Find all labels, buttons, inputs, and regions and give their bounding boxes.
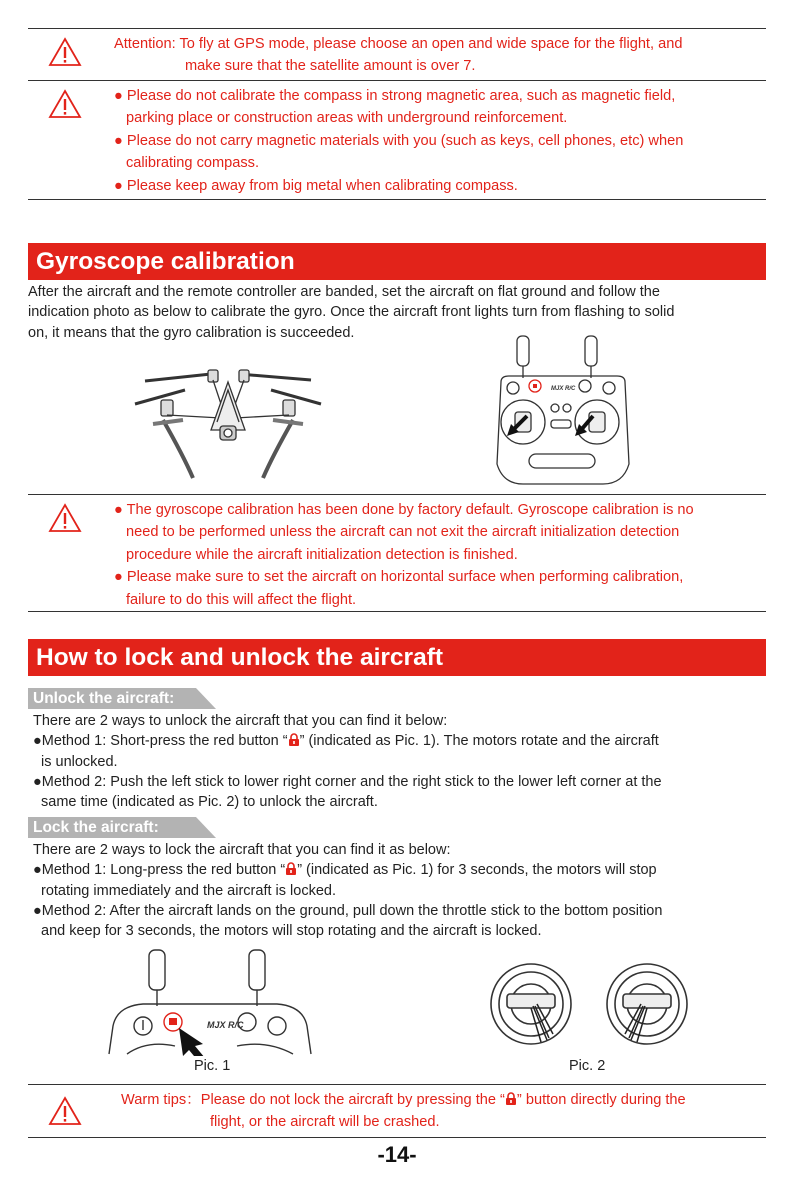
- unlock-method-2-line: same time (indicated as Pic. 2) to unlock the aircraft.: [41, 794, 378, 811]
- divider: [28, 199, 766, 200]
- lock-subheading-label: Lock the aircraft:: [33, 819, 159, 836]
- divider: [28, 1084, 766, 1085]
- controller-calibration-illustration: [493, 334, 633, 486]
- lock-icon: [505, 1092, 517, 1105]
- lock-subheading: [28, 817, 218, 838]
- compass-warning-line: ● Please do not carry magnetic materials with you (such as keys, cell phones, etc) when: [114, 132, 684, 149]
- compass-warning-line: calibrating compass.: [126, 155, 260, 172]
- controller-button-illustration: [107, 946, 313, 1056]
- brand-logo: MJX R/C: [207, 1020, 244, 1030]
- unlock-method-1-line: is unlocked.: [41, 753, 118, 770]
- unlock-text: [33, 711, 662, 812]
- lock-text: [33, 840, 662, 941]
- pic2-caption: Pic. 2: [569, 1058, 606, 1074]
- unlock-method-1: [33, 731, 662, 751]
- lock-method-2-line: and keep for 3 seconds, the motors will stop rotating and the aircraft is locked.: [41, 923, 542, 940]
- lock-section-title: How to lock and unlock the aircraft: [28, 639, 766, 676]
- gyro-paragraph-line: indication photo as below to calibrate the gyro. Once the aircraft front lights turn from flashing to solid: [28, 304, 675, 321]
- warning-triangle-icon: [48, 37, 82, 67]
- divider: [28, 80, 766, 81]
- warning-triangle-icon: [48, 89, 82, 119]
- divider: [28, 1137, 766, 1138]
- pic1-caption: Pic. 1: [194, 1058, 231, 1074]
- compass-warning-text: [114, 85, 683, 197]
- unlock-intro: There are 2 ways to unlock the aircraft that you can find it below:: [33, 713, 448, 729]
- gyro-paragraph-line: After the aircraft and the remote controller are banded, set the aircraft on flat ground and follow the: [28, 284, 660, 300]
- lock-method-1-line: rotating immediately and the aircraft is locked.: [41, 882, 336, 899]
- unlock-subheading: [28, 688, 218, 709]
- gyro-warning-line: failure to do this will affect the flight.: [126, 591, 357, 608]
- lock-icon: [285, 862, 297, 875]
- sticks-illustration: [487, 962, 707, 1052]
- divider: [28, 494, 766, 495]
- lock-intro: There are 2 ways to lock the aircraft that you can find it as below:: [33, 842, 451, 858]
- warm-tips-text: [121, 1089, 686, 1134]
- warning-triangle-icon: [48, 1096, 82, 1126]
- gyro-warning-line: need to be performed unless the aircraft can not exit the aircraft initialization detection: [126, 524, 680, 541]
- lock-method-1: [33, 860, 662, 880]
- unlock-method-2: ●Method 2: Push the left stick to lower right corner and the right stick to the lower left corner at the: [33, 773, 662, 790]
- warm-tips-line: [121, 1089, 686, 1111]
- divider: [28, 611, 766, 612]
- compass-warning-line: ● Please do not calibrate the compass in strong magnetic area, such as magnetic field,: [114, 88, 676, 104]
- gyro-warning-text: [114, 499, 694, 611]
- compass-warning-line: ● Please keep away from big metal when calibrating compass.: [114, 177, 518, 194]
- lock-method-1-text: ” (indicated as Pic. 1) for 3 seconds, the motors will stop: [297, 862, 657, 879]
- unlock-subheading-label: Unlock the aircraft:: [33, 690, 175, 707]
- unlock-method-1-text: ●Method 1: Short-press the red button “: [33, 733, 288, 750]
- warm-tips-segment: ” button directly during the: [516, 1092, 686, 1108]
- warm-tips-line: flight, or the aircraft will be crashed.: [210, 1114, 440, 1131]
- gyro-warning-line: ● The gyroscope calibration has been done by factory default. Gyroscope calibration is no: [114, 502, 694, 518]
- gyro-warning-line: ● Please make sure to set the aircraft on horizontal surface when performing calibration,: [114, 569, 684, 586]
- drone-illustration: [133, 360, 323, 482]
- gps-warning-text: [114, 33, 682, 78]
- gyro-warning-line: procedure while the aircraft initialization detection is finished.: [126, 546, 518, 563]
- gyro-paragraph-line: on, it means that the gyro calibration is succeeded.: [28, 324, 355, 341]
- lock-method-2: ●Method 2: After the aircraft lands on the ground, pull down the throttle stick to the bottom position: [33, 902, 663, 919]
- compass-warning-line: parking place or construction areas with underground reinforcement.: [126, 110, 568, 127]
- page-number: -14-: [377, 1142, 417, 1167]
- divider: [28, 28, 766, 29]
- lock-method-1-text: ●Method 1: Long-press the red button “: [33, 862, 286, 879]
- lock-icon: [288, 733, 300, 746]
- warm-tips-segment: Warm tips：Please do not lock the aircraft by pressing the “: [121, 1092, 505, 1108]
- warning-triangle-icon: [48, 503, 82, 533]
- unlock-method-1-text: ” (indicated as Pic. 1). The motors rotate and the aircraft: [299, 733, 659, 750]
- gyro-section-title: Gyroscope calibration: [28, 243, 766, 280]
- gps-warning-line: Attention: To fly at GPS mode, please choose an open and wide space for the flight, and: [114, 36, 683, 52]
- gps-warning-line: make sure that the satellite amount is over 7.: [185, 58, 476, 75]
- brand-logo: MJX R/C: [551, 386, 576, 392]
